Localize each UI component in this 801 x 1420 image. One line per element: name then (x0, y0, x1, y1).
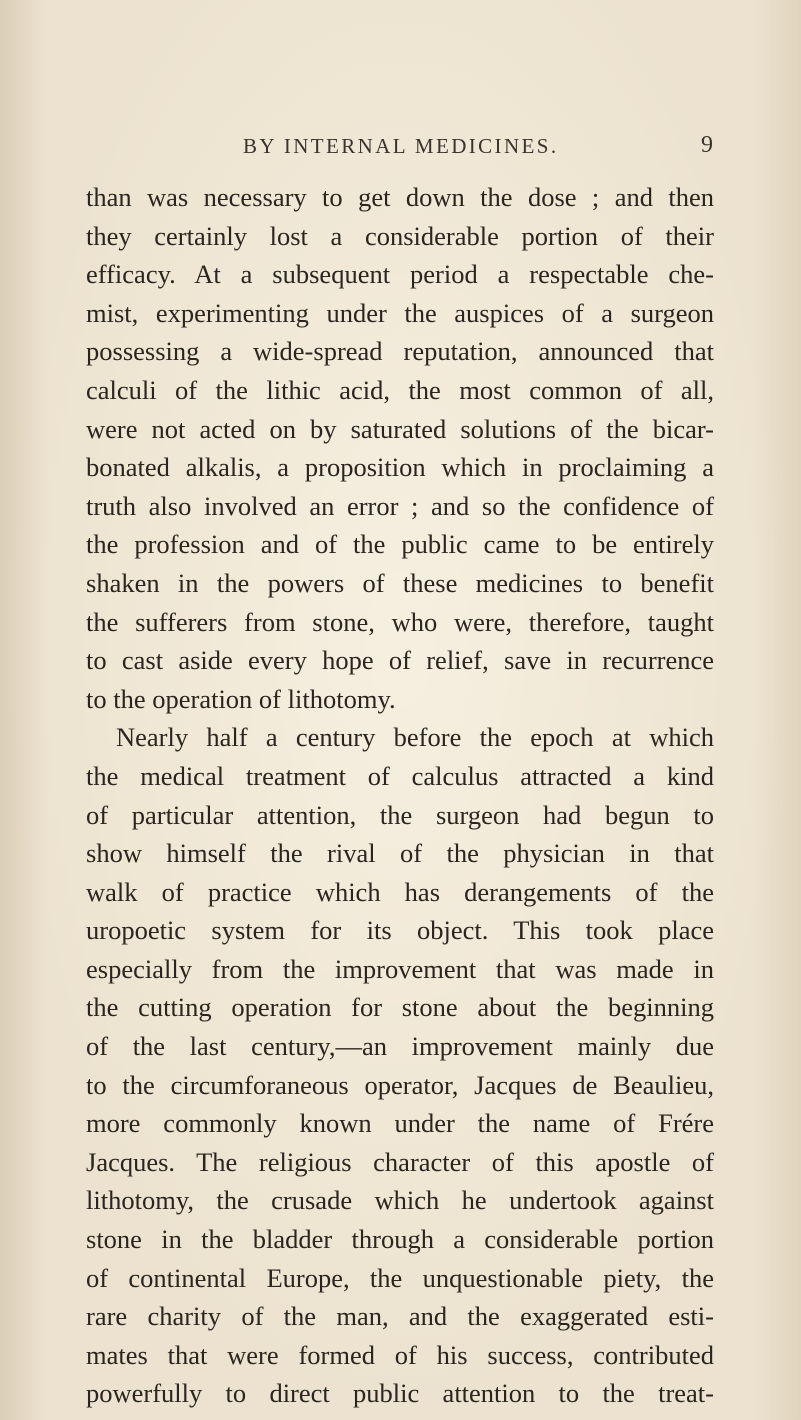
text-line: especially from the improvement that was made in (86, 953, 714, 984)
text-line: of continental Europe, the unquestionable piety, the (86, 1262, 714, 1293)
text-line: to the operation of lithotomy. (86, 683, 396, 714)
text-line: to cast aside every hope of relief, save in recurrence (86, 645, 714, 676)
text-line: possessing a wide-spread reputation, announced that (86, 336, 714, 367)
text-line: powerfully to direct public attention to the treat- (86, 1378, 714, 1409)
text-line: than was necessary to get down the dose ; and then (86, 182, 714, 212)
paragraph-start-line: Nearly half a century before the epoch at which (116, 722, 714, 753)
text-line: stone in the bladder through a considerable portion (86, 1224, 714, 1255)
text-line: more commonly known under the name of Frére (86, 1108, 714, 1139)
text-line: efficacy. At a subsequent period a respectable che- (86, 259, 714, 290)
body-text (86, 178, 714, 1413)
page-header (243, 134, 713, 164)
text-line: show himself the rival of the physician in that (86, 838, 714, 869)
text-line: the cutting operation for stone about the beginning (86, 992, 714, 1023)
text-line: mates that were formed of his success, contributed (86, 1339, 714, 1370)
running-head: BY INTERNAL MEDICINES. (243, 134, 559, 158)
text-line: walk of practice which has derangements of the (86, 876, 714, 907)
text-line: were not acted on by saturated solutions of the bicar- (86, 413, 714, 444)
text-line: the sufferers from stone, who were, therefore, taught (86, 606, 714, 637)
text-line: the medical treatment of calculus attracted a kind (86, 760, 714, 791)
text-line: calculi of the lithic acid, the most common of all, (86, 374, 714, 405)
text-line: the profession and of the public came to be entirely (86, 529, 714, 560)
page-number: 9 (701, 132, 713, 158)
text-line: they certainly lost a considerable portion of their (86, 220, 714, 251)
text-line: truth also involved an error ; and so the confidence of (86, 490, 714, 521)
text-line: shaken in the powers of these medicines to benefit (86, 567, 714, 598)
text-line: lithotomy, the crusade which he undertook against (86, 1185, 714, 1216)
text-line: rare charity of the man, and the exaggerated esti- (86, 1301, 714, 1332)
text-line: bonated alkalis, a proposition which in proclaiming a (86, 452, 714, 483)
text-line: mist, experimenting under the auspices of a surgeon (86, 297, 714, 328)
text-line: uropoetic system for its object. This took place (86, 915, 714, 946)
text-line: to the circumforaneous operator, Jacques de Beaulieu, (86, 1069, 714, 1100)
text-line: of the last century,—an improvement mainly due (86, 1031, 714, 1062)
text-line: Jacques. The religious character of this apostle of (86, 1146, 714, 1177)
text-line: of particular attention, the surgeon had begun to (86, 799, 714, 830)
